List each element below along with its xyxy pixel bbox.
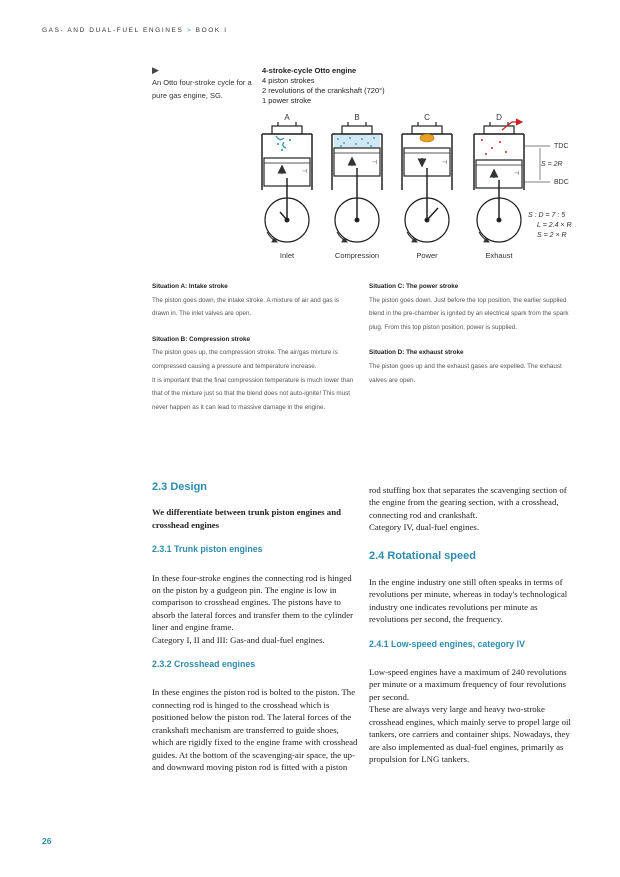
situation-a-text: The piston goes down, the intake stroke. A mixture of air and gas is drawn in. The inlet valves are open. <box>152 296 339 318</box>
column-label: B <box>354 113 360 122</box>
low-speed-paragraph: Low-speed engines have a maximum of 240 revolutions per minute or a maximum frequency of four revolutions per second. <box>369 667 567 702</box>
running-head-left: GAS- AND DUAL-FUEL ENGINES <box>42 27 184 34</box>
otto-cycle-diagram <box>240 108 600 268</box>
cycle-line: 1 power stroke <box>262 96 312 105</box>
crosshead-paragraph: In these engines the piston rod is bolted to the piston. The connecting rod is hinged to the crosshead which is positioned below the piston rod. The lateral forces of the crankshaft mechanism are transferred to guide shoes, which are rigidly fixed to the engine frame with crosshead guides. At the bottom of the scavenging-air space, the up- and downward moving piston rod is fitted with a piston <box>152 687 358 772</box>
column-label: C <box>424 113 430 122</box>
situation-d-title: Situation D: The exhaust stroke <box>369 349 464 357</box>
caption-marker-icon: ▶ <box>152 65 159 75</box>
crosshead-category: Category IV, dual-fuel engines. <box>369 522 480 533</box>
svg-text:⊣: ⊣ <box>302 169 308 175</box>
page-number: 26 <box>42 836 52 846</box>
column-right <box>369 484 577 765</box>
trunk-category: Category I, II and III: Gas-and dual-fuel engines. <box>152 634 325 645</box>
situation-c-text: The piston goes down. Just before the top position, the earlier supplied blend in the pre-chamber is ignited by an electrical spark from the spark plug. From this top piston position, power is supplied. <box>369 296 569 331</box>
ratio-line: L = 2.4 × R <box>537 222 572 229</box>
rotational-paragraph: In the engine industry one still often speaks in terms of revolutions per minute, whereas in today's technological industry one indicates revolutions per minute as revolutions per second, the frequency. <box>369 577 568 625</box>
subsection-heading-crosshead: 2.3.2 Crosshead engines <box>152 659 256 670</box>
cylinder-c <box>402 122 452 242</box>
cylinder-d <box>474 122 524 242</box>
section-heading-design: 2.3 Design <box>152 481 208 493</box>
running-head <box>42 27 228 34</box>
column-label: D <box>496 113 502 122</box>
svg-text:⊣: ⊣ <box>442 160 448 166</box>
situation-b-title: Situation B: Compression stroke <box>152 335 250 343</box>
spark-icon <box>420 134 434 142</box>
figure-caption: An Otto four-stroke cycle for a pure gas engine, SG. <box>152 78 252 100</box>
design-intro: We differentiate between trunk piston engines and crosshead engines <box>152 507 341 530</box>
bdc-label: BDC <box>554 179 569 186</box>
situation-b-text: The piston goes up, the compression stroke. The air/gas mixture is compressed causing a pressure and temperature increase. <box>152 349 338 370</box>
trunk-paragraph: In these four-stroke engines the connecting rod is hinged on the piston by a gudgeon pin. The engine is low in comparison to crosshead engines. The pistons have to absorb the lateral forces and transfer them to the cylinder liner and engine frame. <box>152 572 354 633</box>
svg-text:⊣: ⊣ <box>372 160 378 166</box>
situation-b-warning: It is important that the final compression temperature is much lower than that of the mixture just so that the blend does not auto-ignite! This must never happen as it can lead to massive damage in the engine. <box>152 376 354 411</box>
stroke-label: Power <box>416 251 438 260</box>
cycle-line: 4 piston strokes <box>262 76 315 85</box>
low-speed-paragraph-2: These are always very large and heavy two-stroke crosshead engines, which mainly serve to propel large oil tankers, ore carriers and container ships. Nowadays, they are also implemented as dual-fuel engines, primarily as propulsion for LNG tankers. <box>369 704 571 764</box>
svg-text:⊣: ⊣ <box>514 171 520 177</box>
subsection-heading-trunk: 2.3.1 Trunk piston engines <box>152 544 263 555</box>
situation-c-title: Situation C: The power stroke <box>369 283 459 290</box>
tdc-label: TDC <box>554 143 569 150</box>
ratio-line: S : D = 7 : 5 <box>528 212 566 219</box>
cycle-info <box>262 66 385 106</box>
stroke-equation: S = 2R <box>541 161 563 168</box>
ratio-line: S = 2 × R <box>537 232 567 239</box>
column-left <box>152 481 360 773</box>
situation-d-text: The piston goes up and the exhaust gases are expelled. The exhaust valves are open. <box>369 362 562 384</box>
stroke-label: Inlet <box>279 251 295 260</box>
cycle-title: 4-stroke-cycle Otto engine <box>262 66 357 75</box>
running-head-separator: > <box>186 27 193 34</box>
subsection-heading-low-speed: 2.4.1 Low-speed engines, category IV <box>369 638 525 649</box>
section-heading-rotational: 2.4 Rotational speed <box>369 549 476 562</box>
column-label: A <box>284 113 290 122</box>
cylinder-b <box>332 122 382 242</box>
situations-right <box>369 280 574 399</box>
cycle-line: 2 revolutions of the crankshaft (720°) <box>262 86 385 95</box>
situations-left <box>152 280 357 426</box>
stroke-label: Exhaust <box>485 251 513 260</box>
stroke-label: Compression <box>334 251 380 260</box>
cylinder-a <box>262 122 312 242</box>
crosshead-continuation: rod stuffing box that separates the scavenging section of the engine from the gearing section, with a crosshead, connecting rod and crankshaft. <box>369 485 567 520</box>
situation-a-title: Situation A: Intake stroke <box>152 283 228 290</box>
running-head-right: BOOK I <box>195 27 228 34</box>
